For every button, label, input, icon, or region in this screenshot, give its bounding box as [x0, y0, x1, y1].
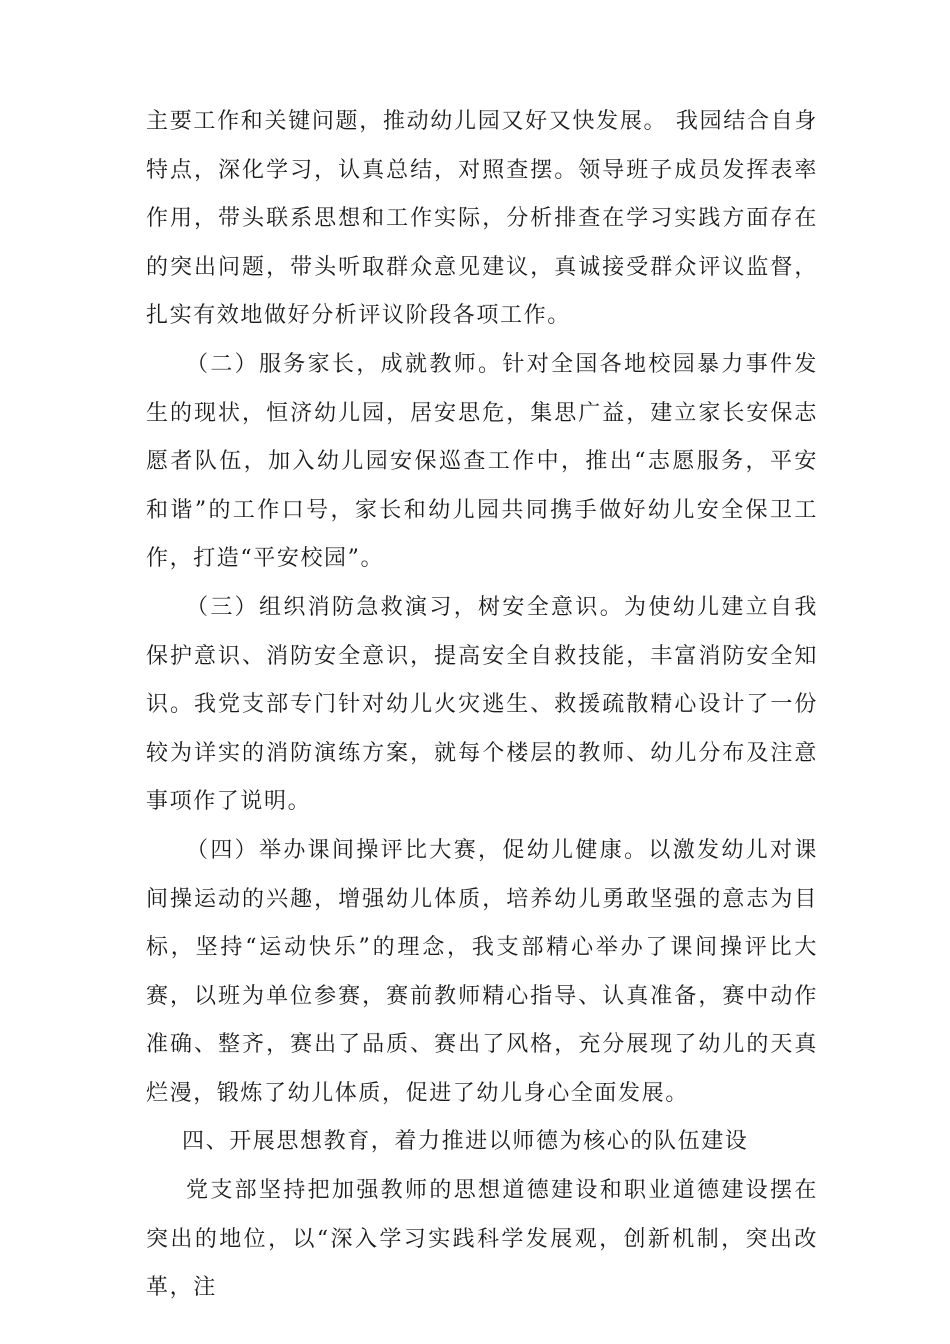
- paragraph-item-four: （四）举办课间操评比大赛，促幼儿健康。以激发幼儿对课间操运动的兴趣，增强幼儿体质，培养幼儿勇敢坚强的意志为目标，坚持“运动快乐”的理念，我支部精心举办了课间操评比大赛，以班为单位参赛，赛前教师精心指导、认真准备，赛中动作准确、整齐，赛出了品质、赛出了风格，充分展现了幼儿的天真烂漫，锻炼了幼儿体质，促进了幼儿身心全面发展。: [146, 837, 818, 1106]
- document-body: [146, 98, 818, 1313]
- paragraph-continuation: 主要工作和关键问题，推动幼儿园又好又快发展。 我园结合自身特点，深化学习，认真总结，对照查摆。领导班子成员发挥表率作用，带头联系思想和工作实际，分析排查在学习实践方面存在的突出问题，带头听取群众意见建议，真诚接受群众评议监督，扎实有效地做好分析评议阶段各项工作。: [146, 109, 818, 329]
- paragraph-section-four-intro: 党支部坚持把加强教师的思想道德建设和职业道德建设摆在突出的地位，以“深入学习实践科学发展观，创新机制，突出改革，注: [146, 1178, 818, 1301]
- paragraph-item-three: （三）组织消防急救演习，树安全意识。为使幼儿建立自我保护意识、消防安全意识，提高安全自救技能，丰富消防安全知识。我党支部专门针对幼儿火灾逃生、救援疏散精心设计了一份较为详实的消防演练方案，就每个楼层的教师、幼儿分布及注意事项作了说明。: [146, 594, 818, 815]
- paragraph-item-two: （二）服务家长，成就教师。针对全国各地校园暴力事件发生的现状，恒济幼儿园，居安思危，集思广益，建立家长安保志愿者队伍，加入幼儿园安保巡查工作中，推出“志愿服务，平安和谐”的工作口号，家长和幼儿园共同携手做好幼儿安全保卫工作，打造“平安校园”。: [146, 351, 818, 572]
- section-heading-four: 四、开展思想教育，着力推进以师德为核心的队伍建设: [182, 1129, 749, 1155]
